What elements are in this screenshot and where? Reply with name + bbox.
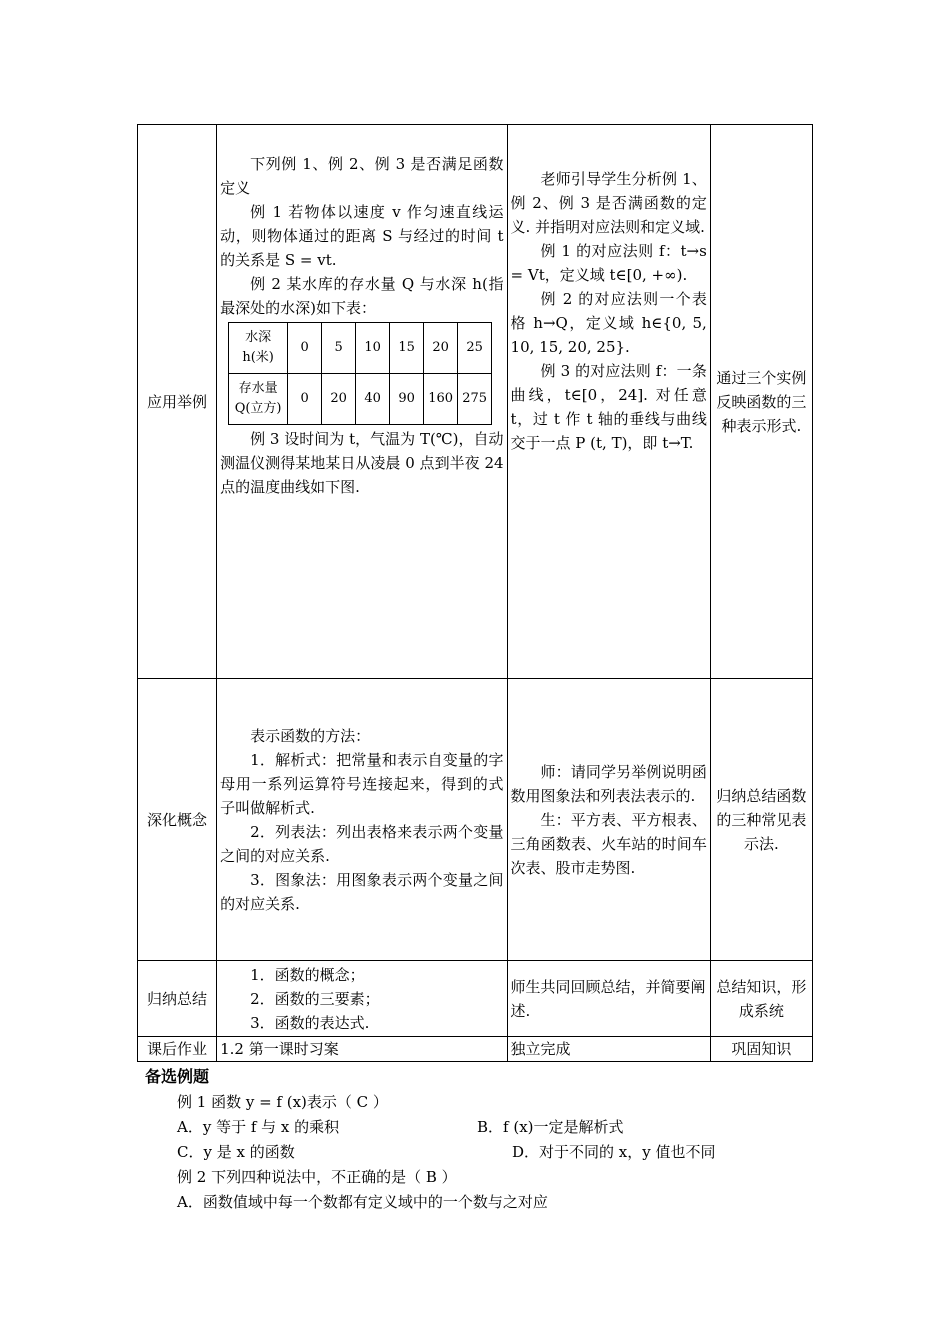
content-text: 1．解析式：把常量和表示自变量的字母用一系列运算符号连接起来，得到的式子叫做解析式. [220, 750, 504, 817]
question-1-options-cd [145, 1140, 825, 1165]
content-text: 3．图象法：用图象表示两个变量之间的对应关系. [220, 870, 504, 913]
teacher-cell: 独立完成 [507, 1037, 710, 1062]
teacher-text: 生：平方表、平方根表、三角函数表、火车站的时间车次表、股市走势图. [510, 810, 707, 877]
purpose-cell: 通过三个实例反映函数的三种表示形式. [710, 125, 812, 679]
purpose-cell: 归纳总结函数的三种常见表示法. [710, 679, 812, 961]
stage-cell: 深化概念 [138, 679, 217, 961]
teacher-text: 老师引导学生分析例 1、例 2、例 3 是否满函数的定义. 并指明对应法则和定义域. [510, 170, 707, 236]
content-text: 下列例 1、例 2、例 3 是否满足函数定义 [220, 155, 504, 197]
extra-heading: 备选例题 [145, 1067, 210, 1086]
lesson-table [137, 124, 813, 1062]
row-deepen [138, 679, 813, 961]
table-cell: 160 [424, 374, 458, 425]
table-cell: 25 [458, 323, 492, 374]
row-application [138, 125, 813, 679]
stage-cell: 课后作业 [138, 1037, 217, 1062]
table-cell: 0 [288, 374, 322, 425]
content-cell [217, 961, 507, 1037]
table-cell: 20 [322, 374, 356, 425]
content-text: 2．列表法：列出表格来表示两个变量之间的对应关系. [220, 822, 504, 865]
stage-cell: 应用举例 [138, 125, 217, 679]
question-1: 例 1 函数 y = f (x)表示（ C ） [177, 1093, 388, 1111]
content-text: 表示函数的方法： [250, 726, 371, 745]
depth-header: 水深 h(米) [229, 323, 288, 374]
table-cell: 10 [356, 323, 390, 374]
content-text: 3．函数的表达式. [250, 1013, 370, 1032]
table-cell: 90 [390, 374, 424, 425]
table-cell: 15 [390, 323, 424, 374]
stage-cell: 归纳总结 [138, 961, 217, 1037]
option-a: A．y 等于 f 与 x 的乘积 [177, 1118, 340, 1136]
content-text: 例 1 若物体以速度 v 作匀速直线运动，则物体通过的距离 S 与经过的时间 t 的关系是 S = vt. [220, 203, 504, 269]
table-cell: 275 [458, 374, 492, 425]
water-table [228, 322, 492, 425]
table-cell: 20 [424, 323, 458, 374]
option-d: D．对于不同的 x，y 值也不同 [512, 1143, 716, 1161]
teacher-cell [507, 679, 710, 961]
content-text: 1．函数的概念； [250, 965, 365, 984]
content-cell: 1.2 第一课时习案 [217, 1037, 507, 1062]
teacher-text: 例 1 的对应法则 f：t→s = Vt，定义域 t∈[0, +∞). [510, 242, 707, 284]
teacher-cell [507, 125, 710, 679]
table-cell: 0 [288, 323, 322, 374]
row-summary [138, 961, 813, 1037]
teacher-text: 师：请同学另举例说明函数用图象法和列表法表示的. [510, 762, 707, 805]
water-row-depth [229, 323, 492, 374]
teacher-text: 例 3 的对应法则 f：一条曲线，t∈[0，24]. 对任意 t，过 t 作 t 轴的垂线与曲线交于一点 P (t, T)，即 t→T. [510, 362, 707, 452]
table-cell: 40 [356, 374, 390, 425]
purpose-cell: 巩固知识 [710, 1037, 812, 1062]
purpose-cell: 总结知识，形成系统 [710, 961, 812, 1037]
content-text: 例 2 某水库的存水量 Q 与水深 h(指最深处的水深)如下表： [220, 275, 504, 317]
content-cell [217, 679, 507, 961]
volume-header: 存水量 Q(立方) [229, 374, 288, 425]
question-1-options-ab [145, 1115, 825, 1140]
teacher-text: 例 2 的对应法则一个表格 h→Q，定义域 h∈{0, 5, 10, 15, 20, 25}. [510, 290, 707, 356]
content-cell [217, 125, 507, 679]
content-text: 例 3 设时间为 t，气温为 T(℃)，自动测温仪测得某地某日从凌晨 0 点到半夜 24 点的温度曲线如下图. [220, 430, 504, 496]
content-text: 2．函数的三要素； [250, 989, 380, 1008]
question-2: 例 2 下列四种说法中，不正确的是（ B ） [177, 1168, 457, 1186]
option-b: B．f (x)一定是解析式 [477, 1118, 624, 1136]
extra-examples [145, 1064, 825, 1215]
row-homework [138, 1037, 813, 1062]
question-2-option-a: A．函数值域中每一个数都有定义域中的一个数与之对应 [177, 1193, 548, 1211]
water-row-volume [229, 374, 492, 425]
table-cell: 5 [322, 323, 356, 374]
option-c: C．y 是 x 的函数 [177, 1143, 295, 1161]
teacher-cell: 师生共同回顾总结，并简要阐述. [507, 961, 710, 1037]
